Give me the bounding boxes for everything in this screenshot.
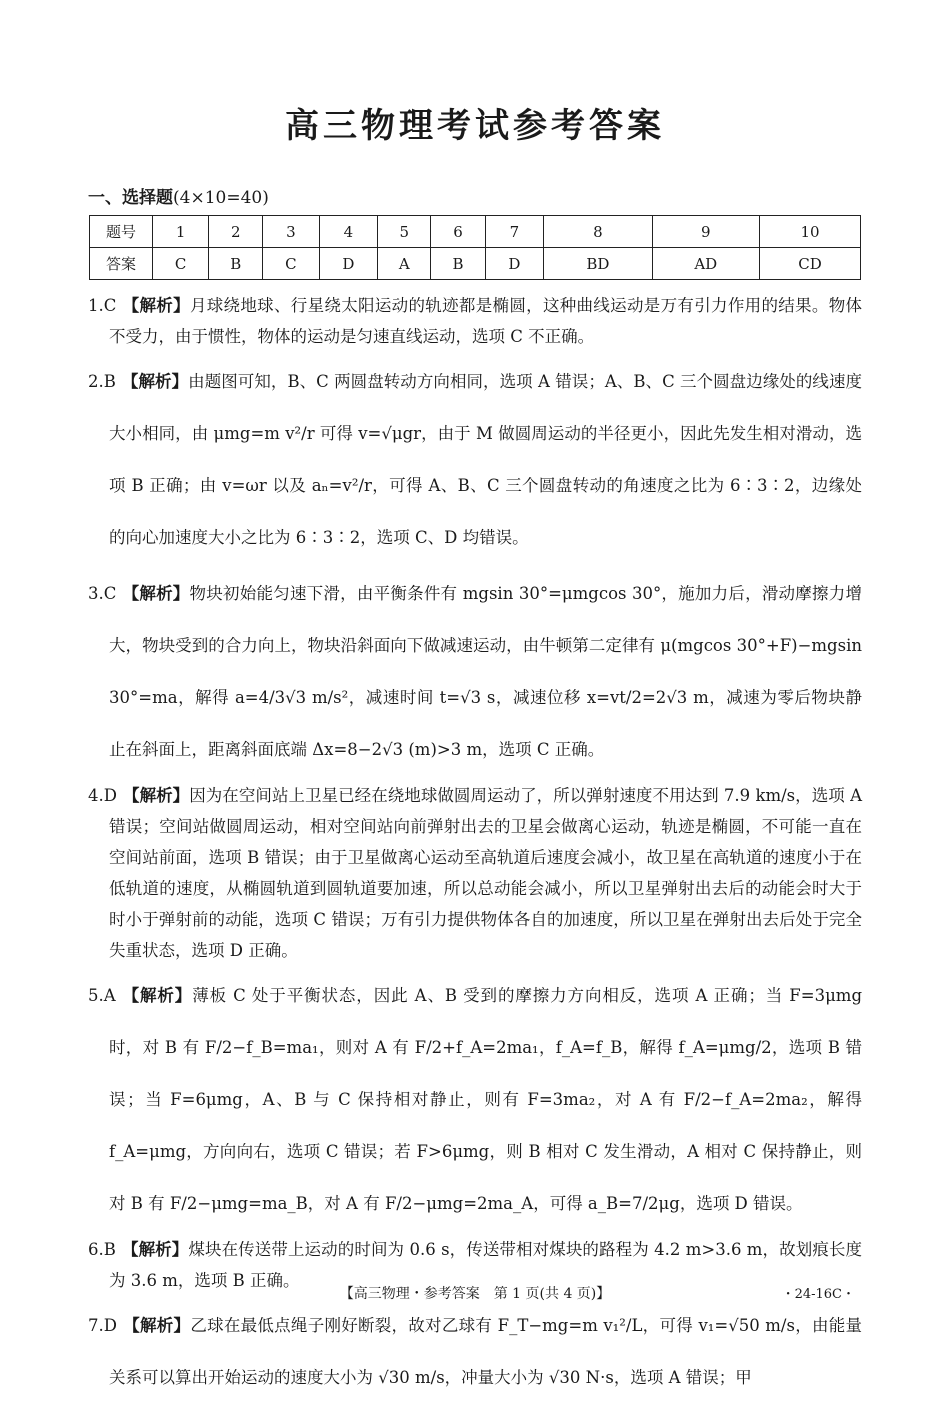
table-cell: BD xyxy=(544,248,652,280)
solution-item-7 xyxy=(88,1300,862,1404)
table-cell: A xyxy=(378,248,431,280)
table-cell: 7 xyxy=(485,216,544,248)
analysis-tag: 【解析】 xyxy=(122,296,190,315)
table-cell: B xyxy=(209,248,263,280)
item-text: 由题图可知，B、C 两圆盘转动方向相同，选项 A 错误；A、B、C 三个圆盘边缘处的线速度大小相同，由 μmg=m v²/r 可得 v=√μgr，由于 M 做圆周运动的半径更小，因此先发生相对滑动，选项 B 正确；由 v=ωr 以及 aₙ=v²/r，可得 A、B、C 三个圆盘转动的角速度之比为 6∶3∶2，边缘处的向心加速度大小之比为 6∶3∶2，选项 C、D 均错误。 xyxy=(109,372,863,547)
table-cell: C xyxy=(153,248,209,280)
item-text: 月球绕地球、行星绕太阳运动的轨迹都是椭圆，这种曲线运动是万有引力作用的结果。物体不受力，由于惯性，物体的运动是匀速直线运动，选项 C 不正确。 xyxy=(109,296,863,346)
table-cell: D xyxy=(319,248,378,280)
table-cell: 9 xyxy=(652,216,759,248)
table-row-numbers xyxy=(90,216,861,248)
document-code: ・24-16C・ xyxy=(781,1287,855,1302)
analysis-tag: 【解析】 xyxy=(121,372,189,391)
solution-item-3 xyxy=(88,568,862,776)
table-cell: B xyxy=(431,248,485,280)
table-cell: 10 xyxy=(760,216,861,248)
item-text: 薄板 C 处于平衡状态，因此 A、B 受到的摩擦力方向相反，选项 A 正确；当 F=3μmg 时，对 B 有 F/2−f_B=ma₁，则对 A 有 F/2+f_A=2ma₁，f_A=f_B，解得 f_A=μmg/2，选项 B 错误；当 F=6μmg，A、B 与 C 保持相对静止，则有 F=3ma₂，对 A 有 F/2−f_A=2ma₂，解得 f_A=μmg，方向向右，选项 C 错误；若 F>6μmg，则 B 相对 C 发生滑动，A 相对 C 保持静止，则对 B 有 F/2−μmg=ma_B，对 A 有 F/2−μmg=2ma_A，可得 a_B=7/2μg，选项 D 错误。 xyxy=(109,986,863,1213)
row-label: 答案 xyxy=(90,248,153,280)
table-cell: 3 xyxy=(263,216,319,248)
page-footer: 【高三物理・参考答案 第 1 页(共 4 页)】 xyxy=(339,1286,611,1302)
table-cell: D xyxy=(485,248,544,280)
solution-item-4 xyxy=(88,780,862,966)
analysis-tag: 【解析】 xyxy=(122,1316,191,1335)
table-cell: CD xyxy=(760,248,861,280)
item-number: 3.C xyxy=(88,584,117,603)
section-label: 一、选择题 xyxy=(88,188,173,208)
table-cell: 2 xyxy=(209,216,263,248)
item-number: 2.B xyxy=(88,372,116,391)
table-cell: C xyxy=(263,248,319,280)
solution-list xyxy=(88,290,862,1408)
answer-table xyxy=(89,215,861,280)
page-title: 高三物理考试参考答案 xyxy=(285,106,665,146)
item-number: 5.A xyxy=(88,986,116,1005)
item-number: 6.B xyxy=(88,1240,116,1259)
table-cell: 5 xyxy=(378,216,431,248)
item-number: 4.D xyxy=(88,786,117,805)
item-text: 因为在空间站上卫星已经在绕地球做圆周运动了，所以弹射速度不用达到 7.9 km/s，选项 A 错误；空间站做圆周运动，相对空间站向前弹射出去的卫星会做离心运动，轨迹是椭圆，不可能一直在空间站前面，选项 B 错误；由于卫星做离心运动至高轨道后速度会减小，故卫星在高轨道的速度小于在低轨道的速度，从椭圆轨道到圆轨道要加速，所以总动能会减小，所以卫星弹射出去后的动能会时大于时小于弹射前的动能，选项 C 错误；万有引力提供物体各自的加速度，所以卫星在弹射出去后处于完全失重状态，选项 D 正确。 xyxy=(109,786,863,960)
item-number: 7.D xyxy=(88,1316,117,1335)
item-text: 物块初始能匀速下滑，由平衡条件有 mgsin 30°=μmgcos 30°，施加力后，滑动摩擦力增大，物块受到的合力向上，物块沿斜面向下做减速运动，由牛顿第二定律有 μ(mgcos 30°+F)−mgsin 30°=ma，解得 a=4/3√3 m/s²，减速时间 t=√3 s，减速位移 x=vt/2=2√3 m，减速为零后物块静止在斜面上，距离斜面底端 Δx=8−2√3 (m)>3 m，选项 C 正确。 xyxy=(109,584,862,759)
table-cell: 6 xyxy=(431,216,485,248)
row-label: 题号 xyxy=(90,216,153,248)
table-cell: 8 xyxy=(544,216,652,248)
table-cell: 1 xyxy=(153,216,209,248)
analysis-tag: 【解析】 xyxy=(121,1240,189,1259)
solution-item-1 xyxy=(88,290,862,352)
analysis-tag: 【解析】 xyxy=(122,786,190,805)
table-cell: AD xyxy=(652,248,759,280)
item-text: 乙球在最低点绳子刚好断裂，故对乙球有 F_T−mg=m v₁²/L，可得 v₁=√50 m/s，由能量关系可以算出开始运动的速度大小为 √30 m/s，冲量大小为 √30 N·s，选项 A 错误；甲 xyxy=(109,1316,863,1387)
section-score: (4×10=40) xyxy=(173,188,269,208)
solution-item-2 xyxy=(88,356,862,564)
analysis-tag: 【解析】 xyxy=(121,986,193,1005)
analysis-tag: 【解析】 xyxy=(122,584,190,603)
item-text: 煤块在传送带上运动的时间为 0.6 s，传送带相对煤块的路程为 4.2 m>3.6 m，故划痕长度为 3.6 m，选项 B 正确。 xyxy=(109,1240,863,1290)
section-heading xyxy=(88,183,269,208)
solution-item-5 xyxy=(88,970,862,1230)
item-number: 1.C xyxy=(88,296,117,315)
table-cell: 4 xyxy=(319,216,378,248)
table-row-answers xyxy=(90,248,861,280)
